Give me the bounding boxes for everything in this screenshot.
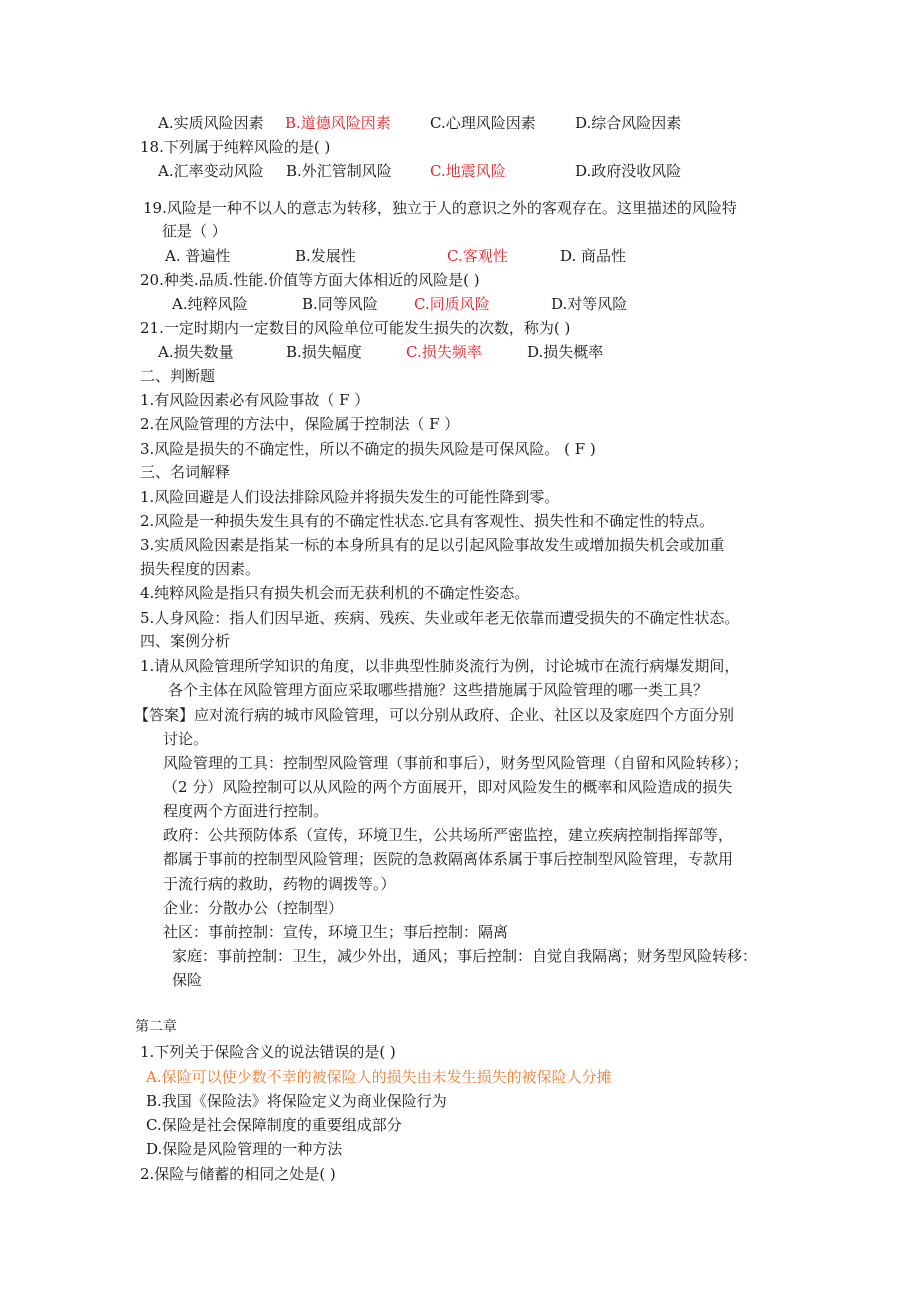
tf-item-3: 3.风险是损失的不确定性，所以不确定的损失风险是可保风险。 ( F ) [140, 440, 596, 458]
q20-option-a: A.纯粹风险 [172, 295, 248, 313]
definition-item-1: 1.风险回避是人们设法排除风险并将损失发生的可能性降到零。 [140, 488, 560, 506]
tf-item-1: 1.有风险因素必有风险事故（ F ） [140, 391, 370, 409]
section-true-false-title: 二、判断题 [140, 367, 216, 385]
q19-stem-line2: 征是（ ） [162, 222, 227, 240]
q19-stem-line1: 19.风险是一种不以人的意志为转移，独立于人的意识之外的客观存在。这里描述的风险特 [143, 199, 737, 217]
case-family-line1: 家庭：事前控制：卫生，减少外出，通风；事后控制：自觉自我隔离；财务型风险转移： [172, 947, 758, 965]
q19-option-d: D. 商品性 [560, 247, 627, 265]
definition-item-4: 4.纯粹风险是指只有损失机会而无获利机的不确定性姿态。 [140, 584, 530, 602]
definition-item-5: 5.人身风险：指人们因早逝、疾病、残疾、失业或年老无依靠而遭受损失的不确定性状态。 [140, 609, 740, 627]
case-enterprise: 企业：分散办公（控制型） [163, 899, 344, 917]
case-tools-line2: （2 分）风险控制可以从风险的两个方面展开，即对风险发生的概率和风险造成的损失 [163, 778, 733, 796]
ch2-q1-option-d: D.保险是风险管理的一种方法 [146, 1140, 343, 1158]
case-answer-line2: 讨论。 [163, 730, 209, 748]
ch2-q1-option-a-answer: A.保险可以使少数不幸的被保险人的损失由未发生损失的被保险人分摊 [146, 1068, 612, 1086]
q17-option-b-answer: B.道德风险因素 [285, 114, 391, 132]
q17-option-c: C.心理风险因素 [430, 114, 536, 132]
case-tools-line3: 程度两个方面进行控制。 [163, 802, 329, 820]
definition-item-3-line1: 3.实质风险因素是指某一标的本身所具有的足以引起风险事故发生或增加损失机会或加重 [140, 536, 725, 554]
q21-stem: 21.一定时期内一定数目的风险单位可能发生损失的次数，称为( ) [140, 319, 571, 337]
case-government-line3: 于流行病的救助，药物的调拨等。） [163, 875, 396, 893]
q19-option-a: A. 普遍性 [165, 247, 231, 265]
q17-option-d: D.综合风险因素 [575, 114, 682, 132]
ch2-q1-option-b: B.我国《保险法》将保险定义为商业保险行为 [146, 1092, 447, 1110]
q19-option-c-answer: C.客观性 [447, 247, 508, 265]
q20-option-d: D.对等风险 [551, 295, 628, 313]
q20-option-c-answer: C.同质风险 [414, 295, 490, 313]
q18-option-c-answer: C.地震风险 [430, 162, 506, 180]
q20-option-b: B.同等风险 [302, 295, 378, 313]
case-community: 社区：事前控制：宣传，环境卫生；事后控制：隔离 [163, 923, 509, 941]
case-question-line1: 1.请从风险管理所学知识的角度，以非典型性肺炎流行为例，讨论城市在流行病爆发期间， [140, 657, 740, 675]
q21-option-a: A.损失数量 [158, 343, 234, 361]
q18-option-b: B.外汇管制风险 [286, 162, 392, 180]
case-government-line2: 都属于事前的控制型风险管理；医院的急救隔离体系属于事后控制型风险管理，专款用 [163, 850, 734, 868]
tf-item-2: 2.在风险管理的方法中，保险属于控制法（ F ） [140, 415, 460, 433]
ch2-q1-stem: 1.下列关于保险含义的说法错误的是( ) [140, 1043, 396, 1061]
case-family-line2: 保险 [172, 971, 203, 989]
case-answer-line1: 【答案】应对流行病的城市风险管理，可以分别从政府、企业、社区以及家庭四个方面分别 [134, 706, 735, 724]
case-question-line2: 各个主体在风险管理方面应采取哪些措施？这些措施属于风险管理的哪一类工具？ [168, 681, 709, 699]
q18-stem: 18.下列属于纯粹风险的是( ) [140, 138, 331, 156]
chapter2-title: 第二章 [135, 1019, 177, 1035]
q21-option-c-answer: C.损失频率 [406, 343, 482, 361]
definition-item-2: 2.风险是一种损失发生具有的不确定性状态.它具有客观性、损失性和不确定性的特点。 [140, 512, 715, 530]
q17-option-a: A.实质风险因素 [158, 114, 264, 132]
q20-stem: 20.种类.品质.性能.价值等方面大体相近的风险是( ) [140, 271, 480, 289]
q21-option-d: D.损失概率 [527, 343, 604, 361]
ch2-q2-stem: 2.保险与储蓄的相同之处是( ) [140, 1165, 336, 1183]
section-definitions-title: 三、名词解释 [140, 463, 231, 481]
q18-option-a: A.汇率变动风险 [158, 162, 264, 180]
section-case-analysis-title: 四、案例分析 [140, 632, 231, 650]
definition-item-3-line2: 损失程度的因素。 [140, 560, 261, 578]
q21-option-b: B.损失幅度 [286, 343, 362, 361]
case-tools-line1: 风险管理的工具：控制型风险管理（事前和事后），财务型风险管理（自留和风险转移）； [163, 754, 749, 772]
q19-option-b: B.发展性 [295, 247, 356, 265]
ch2-q1-option-c: C.保险是社会保障制度的重要组成部分 [146, 1116, 402, 1134]
q18-option-d: D.政府没收风险 [575, 162, 682, 180]
case-government-line1: 政府：公共预防体系（宣传，环境卫生，公共场所严密监控，建立疾病控制指挥部等， [163, 826, 734, 844]
